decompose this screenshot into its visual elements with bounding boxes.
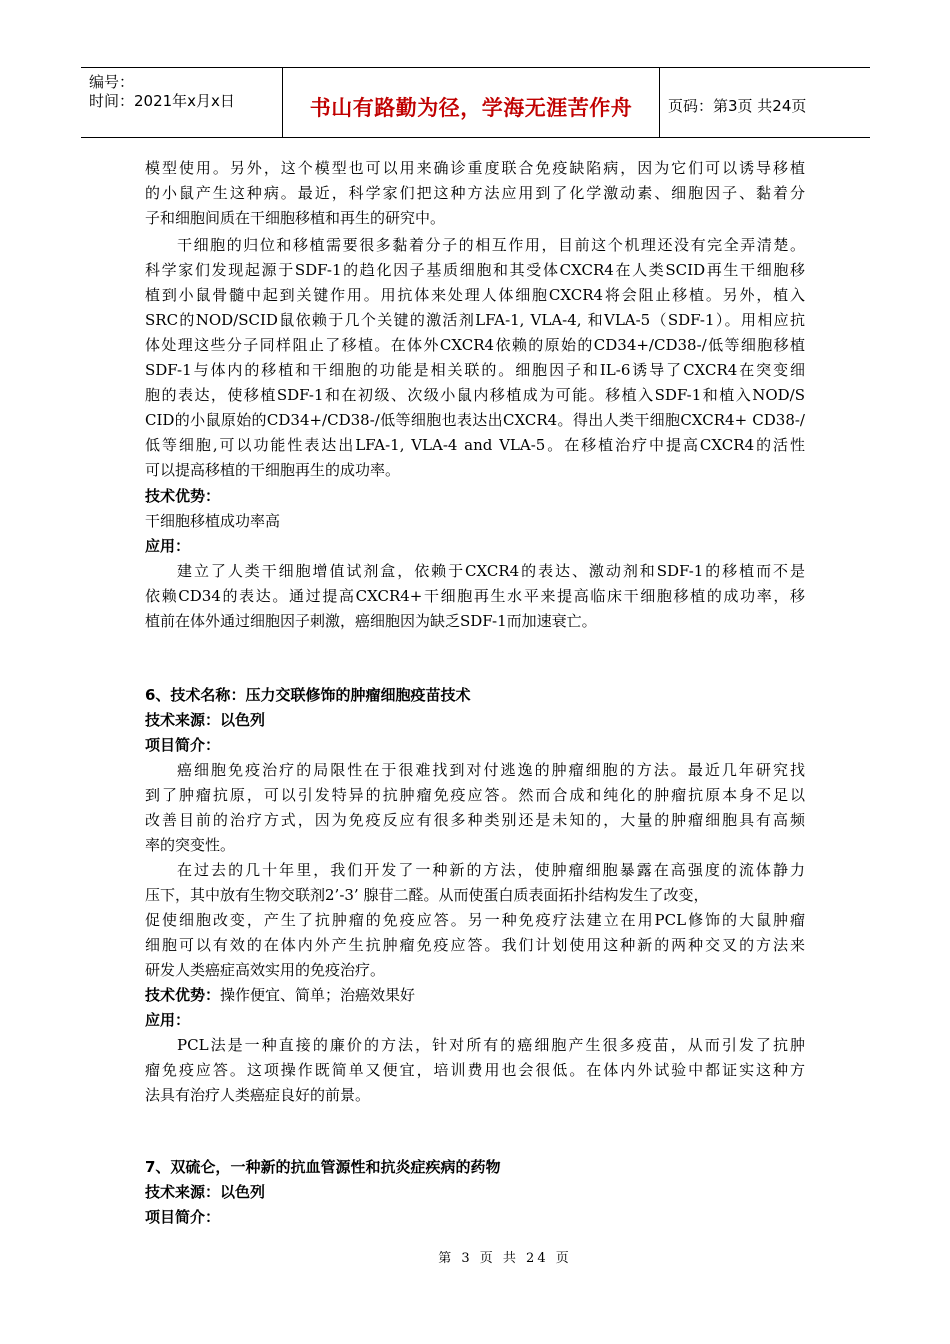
paragraph-line: CID的小鼠原始的CD34+/CD38-/低等细胞也表达出CXCR4。得出人类干细胞CXCR4+ CD38-/ [145, 411, 805, 429]
paragraph-line: 在过去的几十年里，我们开发了一种新的方法，使肿瘤细胞暴露在高强度的流体静力 [177, 861, 805, 879]
paragraph-line: SDF-1与体内的移植和干细胞的功能是相关联的。细胞因子和IL-6诱导了CXCR4在突变细 [145, 361, 805, 379]
paragraph-line: SRC的NOD/SCID鼠依赖于几个关键的激活剂LFA-1, VLA-4, 和VLA-5（SDF-1）。用相应抗 [145, 311, 805, 329]
section-label: 应用： [145, 537, 191, 555]
section-label: 技术优势： [145, 986, 221, 1004]
header-meta-cell [81, 68, 283, 137]
code-label: 编号： [89, 73, 135, 91]
header-motto-cell [283, 68, 660, 137]
paragraph-line: 促使细胞改变，产生了抗肿瘤的免疫应答。另一种免疫疗法建立在用PCL修饰的大鼠肿瘤 [145, 911, 805, 929]
motto: 书山有路勤为径，学海无涯苦作舟 [309, 96, 633, 120]
advantage-text: 操作便宜、简单；治癌效果好 [220, 986, 416, 1004]
paragraph-line: 植前在体外通过细胞因子刺激，癌细胞因为缺乏SDF-1而加速衰亡。 [145, 612, 597, 630]
paragraph-line: 法具有治疗人类癌症良好的前景。 [145, 1086, 371, 1104]
page-footer: 第 3 页 共 24 页 [438, 1251, 572, 1266]
paragraph-line: PCL法是一种直接的廉价的方法，针对所有的癌细胞产生很多疫苗，从而引发了抗肿 [177, 1036, 805, 1054]
paragraph-line: 低等细胞,可以功能性表达出LFA-1, VLA-4 and VLA-5。在移植治疗中提高CXCR4的活性 [145, 436, 805, 454]
paragraph-line: 子和细胞间质在干细胞移植和再生的研究中。 [145, 209, 446, 227]
header-page-cell [660, 68, 870, 137]
paragraph-line: 干细胞移植成功率高 [145, 512, 281, 530]
paragraph-line: 体处理这些分子同样阻止了移植。在体外CXCR4依赖的原始的CD34+/CD38-/低等细胞移植 [145, 336, 805, 354]
paragraph-line: 压下，其中放有生物交联剂2’-3’ 腺苷二醛。从而使蛋白质表面拓扑结构发生了改变， [145, 886, 709, 904]
paragraph-line: 癌细胞免疫治疗的局限性在于很难找到对付逃逸的肿瘤细胞的方法。最近几年研究找 [177, 761, 805, 779]
section-title: 7、双硫仑，一种新的抗血管源性和抗炎症疾病的药物 [145, 1158, 501, 1176]
paragraph-line: 胞的表达，使移植SDF-1和在初级、次级小鼠内移植成为可能。移植入SDF-1和植入NOD/S [145, 386, 805, 404]
paragraph-line: 到了肿瘤抗原，可以引发特异的抗肿瘤免疫应答。然而合成和纯化的肿瘤抗原本身不足以 [145, 786, 805, 804]
paragraph-line: 干细胞的归位和移植需要很多黏着分子的相互作用，目前这个机理还没有完全弄清楚。 [177, 236, 805, 254]
section-label: 项目简介： [145, 1208, 221, 1226]
section-label: 应用： [145, 1011, 191, 1029]
paragraph-line: 改善目前的治疗方式，因为免疫反应有很多种类别还是未知的，大量的肿瘤细胞具有高频 [145, 811, 805, 829]
date-label: 时间：2021年x月x日 [89, 92, 235, 110]
section-label: 项目简介： [145, 736, 221, 754]
paragraph-line: 细胞可以有效的在体内外产生抗肿瘤免疫应答。我们计划使用这种新的两种交叉的方法来 [145, 936, 805, 954]
paragraph-line: 科学家们发现起源于SDF-1的趋化因子基质细胞和其受体CXCR4在人类SCID再生干细胞移 [145, 261, 805, 279]
section-source: 技术来源：以色列 [145, 711, 266, 729]
header-table [81, 67, 870, 138]
section-title: 6、技术名称：压力交联修饰的肿瘤细胞疫苗技术 [145, 686, 471, 704]
section-label: 技术优势： [145, 487, 221, 505]
paragraph-line: 依赖CD34的表达。通过提高CXCR4+干细胞再生水平来提高临床干细胞移植的成功率，移 [145, 587, 805, 605]
paragraph-line: 率的突变性。 [145, 836, 236, 854]
advantage-line [145, 983, 415, 1008]
paragraph-line: 植到小鼠骨髓中起到关键作用。用抗体来处理人体细胞CXCR4将会阻止移植。另外，植入 [145, 286, 805, 304]
paragraph-line: 建立了人类干细胞增值试剂盒，依赖于CXCR4的表达、激动剂和SDF-1的移植而不是 [177, 562, 805, 580]
paragraph-line: 可以提高移植的干细胞再生的成功率。 [145, 461, 401, 479]
paragraph-line: 瘤免疫应答。这项操作既简单又便宜，培训费用也会很低。在体内外试验中都证实这种方 [145, 1061, 805, 1079]
paragraph-line: 模型使用。另外，这个模型也可以用来确诊重度联合免疫缺陷病，因为它们可以诱导移植 [145, 159, 805, 177]
page-label: 页码：第3页 共24页 [668, 97, 807, 115]
paragraph-line: 研发人类癌症高效实用的免疫治疗。 [145, 961, 386, 979]
section-source: 技术来源：以色列 [145, 1183, 266, 1201]
paragraph-line: 的小鼠产生这种病。最近，科学家们把这种方法应用到了化学激动素、细胞因子、黏着分 [145, 184, 805, 202]
